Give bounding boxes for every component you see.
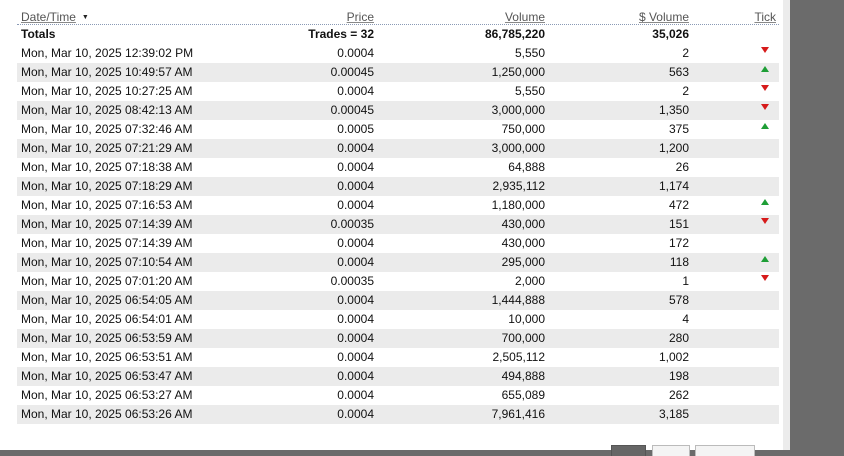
cell-datetime: Mon, Mar 10, 2025 06:53:26 AM [21, 407, 193, 421]
cell-dollar-volume: 151 [668, 217, 689, 231]
cell-volume: 1,180,000 [491, 198, 545, 212]
cell-volume: 430,000 [501, 217, 545, 231]
cell-volume: 700,000 [501, 331, 545, 345]
cell-price: 0.0004 [337, 331, 374, 345]
tick-down-triangle-icon [761, 275, 769, 281]
cell-dollar-volume: 578 [668, 293, 689, 307]
cell-tick [757, 253, 773, 272]
totals-dollar-volume: 35,026 [652, 27, 689, 41]
cell-price: 0.0004 [337, 255, 374, 269]
cell-price: 0.0005 [337, 122, 374, 136]
cell-datetime: Mon, Mar 10, 2025 07:18:29 AM [21, 179, 193, 193]
cell-price: 0.0004 [337, 46, 374, 60]
tick-up-triangle-icon [761, 66, 769, 72]
cell-volume: 1,444,888 [491, 293, 545, 307]
cell-price: 0.0004 [337, 160, 374, 174]
cell-price: 0.00045 [330, 65, 374, 79]
table-row [17, 44, 779, 63]
table-row [17, 63, 779, 82]
panel-scrollbar[interactable] [783, 0, 790, 450]
cell-tick [757, 44, 773, 63]
cell-datetime: Mon, Mar 10, 2025 07:16:53 AM [21, 198, 193, 212]
cell-price: 0.0004 [337, 179, 374, 193]
cell-tick [757, 120, 773, 139]
cell-volume: 2,000 [514, 274, 545, 288]
cell-tick [757, 272, 773, 291]
cell-tick [757, 158, 773, 177]
tick-down-triangle-icon [761, 47, 769, 53]
cell-datetime: Mon, Mar 10, 2025 07:10:54 AM [21, 255, 193, 269]
table-row [17, 367, 779, 386]
cell-tick [757, 367, 773, 386]
cell-dollar-volume: 1,350 [658, 103, 689, 117]
table-row [17, 101, 779, 120]
cell-tick [757, 291, 773, 310]
cell-datetime: Mon, Mar 10, 2025 06:54:01 AM [21, 312, 193, 326]
cell-tick [757, 329, 773, 348]
table-row [17, 329, 779, 348]
pagination-page-button-active[interactable] [611, 445, 646, 456]
cell-volume: 2,935,112 [492, 179, 545, 193]
cell-price: 0.0004 [337, 141, 374, 155]
sort-desc-caret-icon: ▼ [81, 14, 89, 21]
totals-trades: Trades = 32 [308, 27, 374, 41]
pagination-next-button[interactable] [695, 445, 755, 456]
cell-volume: 64,888 [508, 160, 545, 174]
cell-volume: 10,000 [508, 312, 545, 326]
cell-dollar-volume: 1,174 [658, 179, 689, 193]
table-row [17, 215, 779, 234]
cell-tick [757, 215, 773, 234]
pagination-page-button[interactable] [652, 445, 690, 456]
cell-dollar-volume: 1,200 [658, 141, 689, 155]
cell-dollar-volume: 2 [682, 84, 689, 98]
cell-datetime: Mon, Mar 10, 2025 08:42:13 AM [21, 103, 193, 117]
cell-price: 0.0004 [337, 350, 374, 364]
table-row [17, 196, 779, 215]
cell-volume: 494,888 [501, 369, 545, 383]
table-row [17, 120, 779, 139]
cell-datetime: Mon, Mar 10, 2025 06:53:27 AM [21, 388, 193, 402]
cell-datetime: Mon, Mar 10, 2025 10:49:57 AM [21, 65, 193, 79]
cell-dollar-volume: 172 [668, 236, 689, 250]
cell-tick [757, 310, 773, 329]
cell-volume: 5,550 [514, 84, 545, 98]
cell-volume: 655,089 [501, 388, 545, 402]
table-row [17, 291, 779, 310]
cell-datetime: Mon, Mar 10, 2025 07:18:38 AM [21, 160, 193, 174]
totals-volume: 86,785,220 [484, 27, 545, 41]
cell-tick [757, 348, 773, 367]
table-row [17, 82, 779, 101]
cell-dollar-volume: 375 [668, 122, 689, 136]
tick-up-triangle-icon [761, 199, 769, 205]
cell-volume: 295,000 [501, 255, 545, 269]
cell-dollar-volume: 118 [669, 255, 689, 269]
cell-tick [757, 139, 773, 158]
table-row [17, 386, 779, 405]
cell-price: 0.0004 [337, 236, 374, 250]
table-row [17, 405, 779, 424]
cell-price: 0.0004 [337, 293, 374, 307]
cell-tick [757, 234, 773, 253]
cell-tick [757, 101, 773, 120]
cell-dollar-volume: 472 [668, 198, 689, 212]
cell-dollar-volume: 26 [675, 160, 689, 174]
cell-volume: 430,000 [501, 236, 545, 250]
cell-tick [757, 177, 773, 196]
cell-price: 0.0004 [337, 388, 374, 402]
cell-price: 0.0004 [337, 407, 374, 421]
table-row [17, 348, 779, 367]
cell-datetime: Mon, Mar 10, 2025 06:53:59 AM [21, 331, 193, 345]
tick-down-triangle-icon [761, 218, 769, 224]
cell-dollar-volume: 1 [682, 274, 689, 288]
cell-price: 0.0004 [337, 198, 374, 212]
cell-dollar-volume: 4 [682, 312, 689, 326]
cell-dollar-volume: 1,002 [658, 350, 689, 364]
cell-datetime: Mon, Mar 10, 2025 07:01:20 AM [21, 274, 193, 288]
column-header-dollar-volume[interactable]: $ Volume [638, 10, 689, 24]
cell-volume: 750,000 [501, 122, 545, 136]
cell-datetime: Mon, Mar 10, 2025 12:39:02 PM [21, 46, 194, 60]
cell-dollar-volume: 563 [668, 65, 689, 79]
table-row [17, 158, 779, 177]
cell-volume: 3,000,000 [491, 141, 545, 155]
cell-tick [757, 63, 773, 82]
cell-dollar-volume: 198 [668, 369, 689, 383]
trades-table [17, 7, 779, 424]
trade-rows [17, 44, 779, 424]
totals-label: Totals [21, 27, 56, 41]
cell-tick [757, 196, 773, 215]
cell-price: 0.0004 [337, 312, 374, 326]
column-header-tick[interactable]: Tick [754, 10, 776, 24]
table-row [17, 234, 779, 253]
cell-datetime: Mon, Mar 10, 2025 06:54:05 AM [21, 293, 193, 307]
cell-datetime: Mon, Mar 10, 2025 06:53:47 AM [21, 369, 193, 383]
totals-row [17, 25, 779, 44]
cell-datetime: Mon, Mar 10, 2025 07:14:39 AM [21, 236, 193, 250]
cell-datetime: Mon, Mar 10, 2025 07:14:39 AM [21, 217, 193, 231]
cell-datetime: Mon, Mar 10, 2025 07:32:46 AM [21, 122, 193, 136]
cell-volume: 3,000,000 [491, 103, 545, 117]
cell-dollar-volume: 280 [668, 331, 689, 345]
cell-price: 0.00035 [330, 217, 374, 231]
cell-price: 0.0004 [337, 84, 374, 98]
cell-tick [757, 82, 773, 101]
table-row [17, 139, 779, 158]
column-header-price[interactable]: Price [346, 10, 374, 24]
cell-volume: 7,961,416 [491, 407, 545, 421]
cell-price: 0.0004 [337, 369, 374, 383]
cell-datetime: Mon, Mar 10, 2025 10:27:25 AM [21, 84, 193, 98]
cell-tick [757, 405, 773, 424]
cell-dollar-volume: 3,185 [658, 407, 689, 421]
cell-volume: 2,505,112 [492, 350, 545, 364]
cell-datetime: Mon, Mar 10, 2025 06:53:51 AM [21, 350, 193, 364]
table-row [17, 272, 779, 291]
table-row [17, 253, 779, 272]
tick-up-triangle-icon [761, 256, 769, 262]
cell-dollar-volume: 262 [668, 388, 689, 402]
tick-down-triangle-icon [761, 104, 769, 110]
column-header-volume[interactable]: Volume [504, 10, 545, 24]
cell-datetime: Mon, Mar 10, 2025 07:21:29 AM [21, 141, 193, 155]
tick-down-triangle-icon [761, 85, 769, 91]
cell-tick [757, 386, 773, 405]
cell-price: 0.00035 [330, 274, 374, 288]
cell-dollar-volume: 2 [682, 46, 689, 60]
column-header-datetime[interactable]: Date/Time ▼ [21, 7, 89, 26]
table-header [17, 7, 779, 25]
tick-up-triangle-icon [761, 123, 769, 129]
cell-volume: 5,550 [514, 46, 545, 60]
table-row [17, 177, 779, 196]
cell-price: 0.00045 [330, 103, 374, 117]
table-row [17, 310, 779, 329]
cell-volume: 1,250,000 [491, 65, 545, 79]
